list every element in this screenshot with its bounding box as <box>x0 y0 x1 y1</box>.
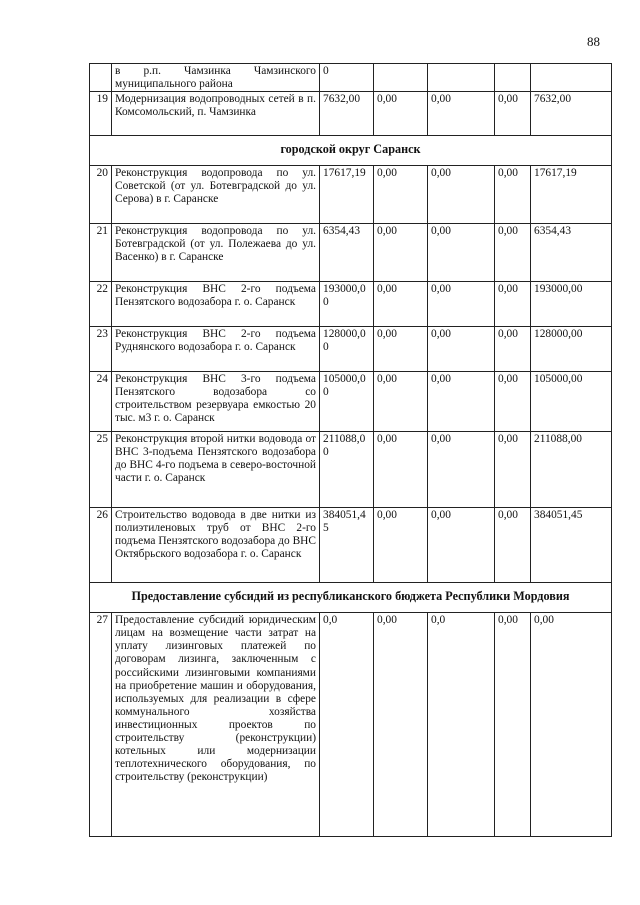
value-cell <box>374 64 428 92</box>
value-cell: 0,00 <box>374 224 428 282</box>
table-row <box>90 224 612 282</box>
table-row <box>90 372 612 432</box>
row-description: в р.п. Чамзинка Чамзинского муниципального района <box>112 64 320 92</box>
row-number: 27 <box>90 613 112 837</box>
row-description: Реконструкция ВНС 2-го подъема Пензятского водозабора г. о. Саранск <box>112 282 320 327</box>
value-cell: 0,00 <box>428 327 495 372</box>
total-value-cell: 17617,19 <box>531 166 612 224</box>
row-number: 23 <box>90 327 112 372</box>
value-cell: 0,00 <box>495 92 531 136</box>
total-value-cell: 0,00 <box>531 613 612 837</box>
value-cell: 0,00 <box>495 224 531 282</box>
row-number: 24 <box>90 372 112 432</box>
value-cell: 0,00 <box>374 613 428 837</box>
table-row <box>90 92 612 136</box>
value-cell: 105000,00 <box>320 372 374 432</box>
total-value-cell: 211088,00 <box>531 432 612 508</box>
value-cell: 0,00 <box>495 166 531 224</box>
financing-table <box>89 63 612 837</box>
row-number: 19 <box>90 92 112 136</box>
value-cell: 128000,00 <box>320 327 374 372</box>
value-cell: 193000,00 <box>320 282 374 327</box>
row-description: Строительство водовода в две нитки из полиэтиленовых труб от ВНС 2-го подъема Пензятского водозабора до ВНС Октябрьского водозабора г. о. Саранск <box>112 508 320 583</box>
table-row <box>90 613 612 837</box>
row-description: Реконструкция ВНС 3-го подъема Пензятского водозабора со строительством резервуара емкостью 20 тыс. м3 г. о. Саранск <box>112 372 320 432</box>
value-cell: 0,00 <box>428 508 495 583</box>
value-cell: 17617,19 <box>320 166 374 224</box>
value-cell: 0,00 <box>495 432 531 508</box>
value-cell: 0,00 <box>428 432 495 508</box>
value-cell <box>495 64 531 92</box>
value-cell: 0,00 <box>374 327 428 372</box>
table-row <box>90 166 612 224</box>
value-cell: 0,00 <box>374 508 428 583</box>
value-cell: 0,00 <box>495 372 531 432</box>
row-number: 25 <box>90 432 112 508</box>
value-cell: 211088,00 <box>320 432 374 508</box>
value-cell: 0,00 <box>495 282 531 327</box>
value-cell: 384051,45 <box>320 508 374 583</box>
section-title: городской округ Саранск <box>90 136 612 166</box>
section-title: Предоставление субсидий из республиканского бюджета Республики Мордовия <box>90 583 612 613</box>
row-description: Реконструкция водопровода по ул. Советской (от ул. Ботевградской до ул. Серова) в г. Саранске <box>112 166 320 224</box>
row-description: Реконструкция водопровода по ул. Ботевградской (от ул. Полежаева до ул. Васенко) в г. Саранске <box>112 224 320 282</box>
total-value-cell: 7632,00 <box>531 92 612 136</box>
total-value-cell: 105000,00 <box>531 372 612 432</box>
section-header-row <box>90 583 612 613</box>
row-description: Реконструкция ВНС 2-го подъема Руднянского водозабора г. о. Саранск <box>112 327 320 372</box>
value-cell <box>428 64 495 92</box>
value-cell: 0,00 <box>495 613 531 837</box>
value-cell: 0,00 <box>374 282 428 327</box>
value-cell: 0,00 <box>428 166 495 224</box>
value-cell: 0 <box>320 64 374 92</box>
value-cell: 6354,43 <box>320 224 374 282</box>
table-row <box>90 327 612 372</box>
total-value-cell: 128000,00 <box>531 327 612 372</box>
value-cell: 0,00 <box>428 224 495 282</box>
row-description: Предоставление субсидий юридическим лицам на возмещение части затрат на уплату лизинговых платежей по договорам лизинга, заключенным с российскими лизинговыми компаниями на приобретение машин и оборудования, используемых для реализации в сфере коммунального хозяйства инвестиционных проектов по строительству (реконструкции) котельных или модернизации теплотехнического оборудования, по строительству (реконструкции) <box>112 613 320 837</box>
value-cell: 0,00 <box>374 372 428 432</box>
table-row <box>90 508 612 583</box>
total-value-cell: 193000,00 <box>531 282 612 327</box>
value-cell: 0,0 <box>320 613 374 837</box>
value-cell: 7632,00 <box>320 92 374 136</box>
page-number: 88 <box>587 34 600 49</box>
value-cell: 0,00 <box>428 92 495 136</box>
row-number: 20 <box>90 166 112 224</box>
value-cell: 0,00 <box>374 166 428 224</box>
table-row <box>90 282 612 327</box>
value-cell: 0,00 <box>374 92 428 136</box>
row-number: 21 <box>90 224 112 282</box>
value-cell: 0,00 <box>428 282 495 327</box>
total-value-cell: 384051,45 <box>531 508 612 583</box>
row-number: 22 <box>90 282 112 327</box>
row-description: Модернизация водопроводных сетей в п. Комсомольский, п. Чамзинка <box>112 92 320 136</box>
value-cell: 0,00 <box>495 327 531 372</box>
row-number <box>90 64 112 92</box>
table-row <box>90 432 612 508</box>
total-value-cell <box>531 64 612 92</box>
value-cell: 0,00 <box>428 372 495 432</box>
row-number: 26 <box>90 508 112 583</box>
row-description: Реконструкция второй нитки водовода от ВНС 3-подъема Пензятского водозабора до ВНС 4-го подъема в северо-восточной части г. о. Саранск <box>112 432 320 508</box>
value-cell: 0,00 <box>495 508 531 583</box>
section-header-row <box>90 136 612 166</box>
total-value-cell: 6354,43 <box>531 224 612 282</box>
value-cell: 0,0 <box>428 613 495 837</box>
value-cell: 0,00 <box>374 432 428 508</box>
table-row <box>90 64 612 92</box>
